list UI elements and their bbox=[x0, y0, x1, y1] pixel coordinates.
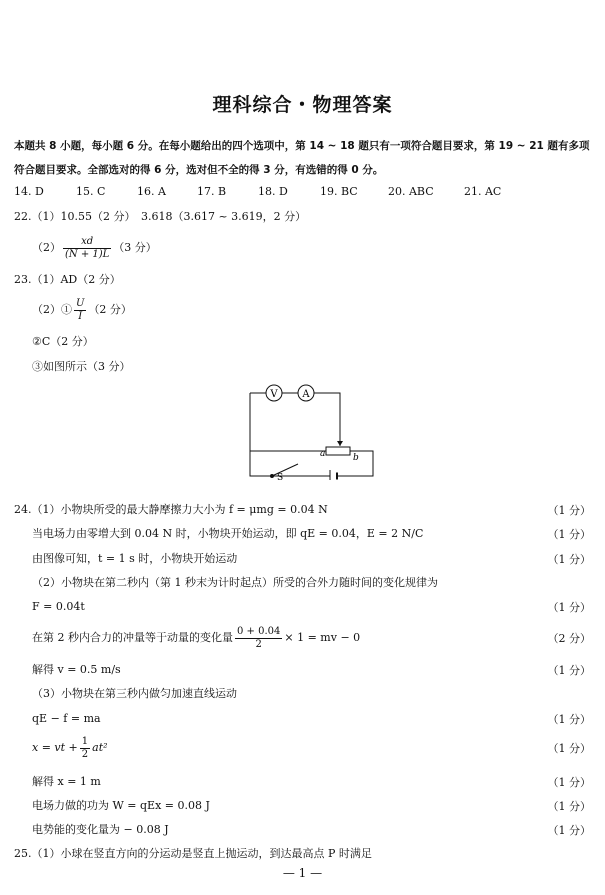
q24-line-1-points: （1 分） bbox=[547, 504, 591, 517]
q24-line-11: 解得 x = 1 m bbox=[32, 775, 101, 788]
q23-part2 bbox=[32, 296, 592, 324]
answer-19: 19. BC bbox=[320, 185, 358, 198]
q23-part4: ③如图所示（3 分） bbox=[32, 360, 131, 373]
q24-displacement-line bbox=[32, 734, 592, 762]
q23-part2-prefix: （2）① bbox=[32, 303, 72, 316]
circuit-diagram bbox=[240, 378, 380, 480]
q24-line-9-points: （1 分） bbox=[547, 713, 591, 726]
q24-line-3-points: （1 分） bbox=[547, 553, 591, 566]
switch-label: S bbox=[277, 473, 284, 480]
q23-fraction-den: I bbox=[78, 310, 83, 322]
rheostat-icon bbox=[326, 436, 350, 455]
q24-displacement-points: （1 分） bbox=[547, 742, 591, 755]
q24-impulse-points: （2 分） bbox=[547, 632, 591, 645]
page-title: 理科综合・物理答案 bbox=[212, 94, 393, 116]
q25-line-1: 25.（1）小球在竖直方向的分运动是竖直上抛运动，到达最高点 P 时满足 bbox=[14, 847, 372, 860]
q24-line-2-points: （1 分） bbox=[547, 528, 591, 541]
q24-displacement-suffix: at² bbox=[92, 741, 108, 754]
switch-pivot bbox=[271, 475, 274, 478]
q24-line-3: 由图像可知，t = 1 s 时，小物块开始运动 bbox=[32, 552, 238, 565]
q24-impulse-prefix: 在第 2 秒内合力的冲量等于动量的变化量 bbox=[32, 631, 233, 644]
answer-20: 20. ABC bbox=[388, 185, 434, 198]
q24-impulse-den: 2 bbox=[255, 638, 262, 650]
q24-impulse-num: 0 + 0.04 bbox=[237, 625, 281, 637]
q24-line-8: （3）小物块在第三秒内做匀加速直线运动 bbox=[32, 687, 237, 700]
q24-impulse-fraction bbox=[235, 626, 282, 651]
q23-part1: 23.（1）AD（2 分） bbox=[14, 273, 121, 286]
q22-fraction-den: (N + 1)L bbox=[65, 248, 110, 260]
q22-part2-prefix: （2） bbox=[32, 241, 61, 254]
q24-line-11-points: （1 分） bbox=[547, 776, 591, 789]
q24-line-2: 当电场力由零增大到 0.04 N 时，小物块开始运动，即 qE = 0.04，E = 2 N/C bbox=[32, 527, 424, 540]
q24-line-12-points: （1 分） bbox=[547, 800, 591, 813]
q24-displacement-fraction bbox=[80, 736, 90, 761]
voltmeter-label: V bbox=[270, 389, 278, 400]
section-instructions: 本题共 8 小题，每小题 6 分。在每小题给出的四个选项中，第 14 ~ 18 题只有一项符合题目要求，第 19 ~ 21 题有多项符合题目要求。全部选对的得 6 分，选对但不全的得 3 分，有选错的得 0 分。 bbox=[14, 140, 590, 176]
q24-line-7-points: （1 分） bbox=[547, 664, 591, 677]
q24-line-13-points: （1 分） bbox=[547, 824, 591, 837]
q22-part2 bbox=[32, 234, 592, 262]
q23-fraction-num: U bbox=[76, 297, 85, 309]
q24-line-5-points: （1 分） bbox=[547, 601, 591, 614]
q22-fraction bbox=[63, 236, 111, 261]
q22-part2-suffix: （3 分） bbox=[113, 241, 157, 254]
q24-line-4: （2）小物块在第二秒内（第 1 秒末为计时起点）所受的合外力随时间的变化规律为 bbox=[32, 576, 438, 589]
q24-impulse-suffix: × 1 = mv − 0 bbox=[284, 631, 361, 644]
q24-line-13: 电势能的变化量为 − 0.08 J bbox=[32, 823, 169, 836]
q24-line-7: 解得 v = 0.5 m/s bbox=[32, 663, 121, 676]
q24-line-12: 电场力做的功为 W = qEx = 0.08 J bbox=[32, 799, 210, 812]
answer-14: 14. D bbox=[14, 185, 44, 198]
slider-arrow-icon bbox=[337, 441, 343, 446]
q23-fraction bbox=[74, 298, 86, 323]
terminal-b-label: b bbox=[353, 453, 359, 463]
q22-part1: 22.（1）10.55（2 分） 3.618（3.617 ~ 3.619，2 分） bbox=[14, 210, 307, 223]
q23-part2-suffix: （2 分） bbox=[88, 303, 132, 316]
voltmeter-icon bbox=[266, 385, 282, 401]
answer-17: 17. B bbox=[197, 185, 227, 198]
battery-icon bbox=[330, 470, 337, 480]
terminal-a-label: a bbox=[320, 449, 326, 459]
q24-line-1: 24.（1）小物块所受的最大静摩擦力大小为 f = μmg = 0.04 N bbox=[14, 503, 328, 516]
answer-15: 15. C bbox=[76, 185, 106, 198]
q24-impulse-line bbox=[32, 624, 592, 652]
switch-blade bbox=[272, 464, 298, 476]
answer-18: 18. D bbox=[258, 185, 288, 198]
answer-16: 16. A bbox=[137, 185, 166, 198]
q22-fraction-num: xd bbox=[63, 236, 111, 249]
q23-part3: ②C（2 分） bbox=[32, 335, 94, 348]
q24-displacement-prefix: x = vt + bbox=[32, 741, 78, 754]
answer-21: 21. AC bbox=[464, 185, 502, 198]
circuit-left-wire bbox=[250, 393, 266, 451]
page-number: — 1 — bbox=[282, 866, 323, 880]
circuit-top-wire bbox=[250, 393, 340, 436]
q24-line-9: qE − f = ma bbox=[32, 712, 101, 725]
q24-line-5: F = 0.04t bbox=[32, 600, 85, 613]
ammeter-label: A bbox=[302, 389, 310, 400]
ammeter-icon bbox=[298, 385, 314, 401]
q24-displacement-den: 2 bbox=[81, 748, 89, 760]
q24-displacement-num: 1 bbox=[81, 735, 89, 747]
